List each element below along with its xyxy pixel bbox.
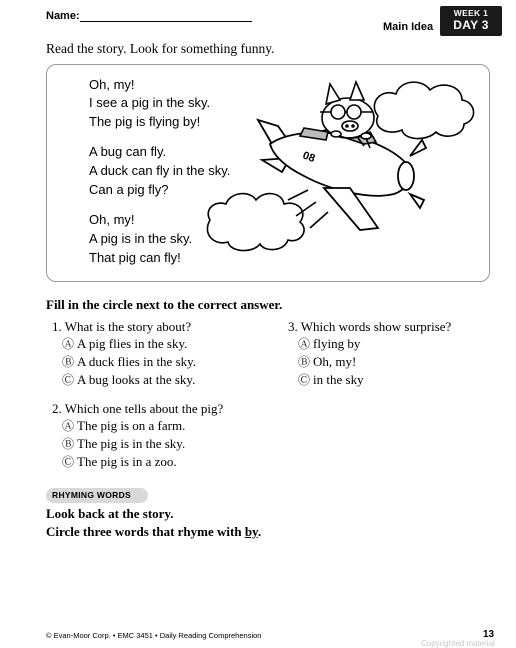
day-label: DAY 3 <box>453 18 489 32</box>
answer-option[interactable] <box>62 353 196 371</box>
option-text: The pig is in the sky. <box>77 436 186 451</box>
answer-option[interactable] <box>298 353 356 371</box>
option-text: A duck flies in the sky. <box>77 354 197 369</box>
option-text: Oh, my! <box>313 354 357 369</box>
footer-credit: © Evan-Moor Corp. • EMC 3451 • Daily Reading Comprehension <box>46 631 262 640</box>
answer-bubble-icon[interactable]: Ⓐ <box>62 419 75 433</box>
flying-pig-illustration <box>200 68 485 268</box>
option-text: A pig flies in the sky. <box>77 336 188 351</box>
story-line: I see a pig in the sky. <box>89 95 211 110</box>
answer-option[interactable] <box>298 371 364 389</box>
story-line: A pig is in the sky. <box>89 231 193 246</box>
watermark: Copyrighted material <box>421 639 495 648</box>
story-line: A duck can fly in the sky. <box>89 163 231 178</box>
option-text: A bug looks at the sky. <box>77 372 196 387</box>
answer-bubble-icon[interactable]: Ⓒ <box>298 373 311 387</box>
answer-bubble-icon[interactable]: Ⓐ <box>298 337 311 351</box>
answer-bubble-icon[interactable]: Ⓑ <box>62 437 75 451</box>
answer-option[interactable] <box>62 417 185 435</box>
answer-bubble-icon[interactable]: Ⓑ <box>62 355 75 369</box>
answer-option[interactable] <box>62 371 195 389</box>
read-instruction: Read the story. Look for something funny. <box>46 41 275 56</box>
rhyming-prefix: Circle three words that rhyme with <box>46 524 245 539</box>
question-3: 3. Which words show surprise? <box>288 319 452 334</box>
name-line <box>80 21 252 22</box>
name-label: Name: <box>46 10 80 22</box>
story-line: A bug can fly. <box>89 144 167 159</box>
cloud-icon <box>207 194 304 251</box>
answer-option[interactable] <box>62 335 187 353</box>
answer-option[interactable] <box>62 435 185 453</box>
answer-option[interactable] <box>62 453 177 471</box>
option-text: in the sky <box>313 372 364 387</box>
story-line: Oh, my! <box>89 212 135 227</box>
answer-option[interactable] <box>298 335 360 353</box>
answer-bubble-icon[interactable]: Ⓒ <box>62 455 75 469</box>
rhyme-target-word: by <box>244 524 258 539</box>
week-day-badge <box>440 6 502 36</box>
cloud-icon <box>374 82 473 138</box>
week-label: WEEK 1 <box>453 8 489 18</box>
plane-number: 08 <box>300 149 317 166</box>
option-text: flying by <box>313 336 361 351</box>
rhyming-instruction-1: Look back at the story. <box>46 506 174 521</box>
rhyming-instruction-2 <box>46 524 261 540</box>
question-2: 2. Which one tells about the pig? <box>52 401 224 416</box>
answer-bubble-icon[interactable]: Ⓐ <box>62 337 75 351</box>
answer-bubble-icon[interactable]: Ⓒ <box>62 373 75 387</box>
section-label: Main Idea <box>383 21 434 33</box>
story-line: Oh, my! <box>89 77 135 92</box>
story-line: That pig can fly! <box>89 250 181 265</box>
fill-instruction: Fill in the circle next to the correct answer. <box>46 297 283 312</box>
story-line: Can a pig fly? <box>89 182 169 197</box>
story-line: The pig is flying by! <box>89 114 201 129</box>
answer-bubble-icon[interactable]: Ⓑ <box>298 355 311 369</box>
rhyming-suffix: . <box>257 524 262 539</box>
option-text: The pig is on a farm. <box>77 418 186 433</box>
rhyming-words-tab: RHYMING WORDS <box>46 488 148 503</box>
option-text: The pig is in a zoo. <box>77 454 177 469</box>
question-1: 1. What is the story about? <box>52 319 192 334</box>
page-number: 13 <box>483 629 495 640</box>
